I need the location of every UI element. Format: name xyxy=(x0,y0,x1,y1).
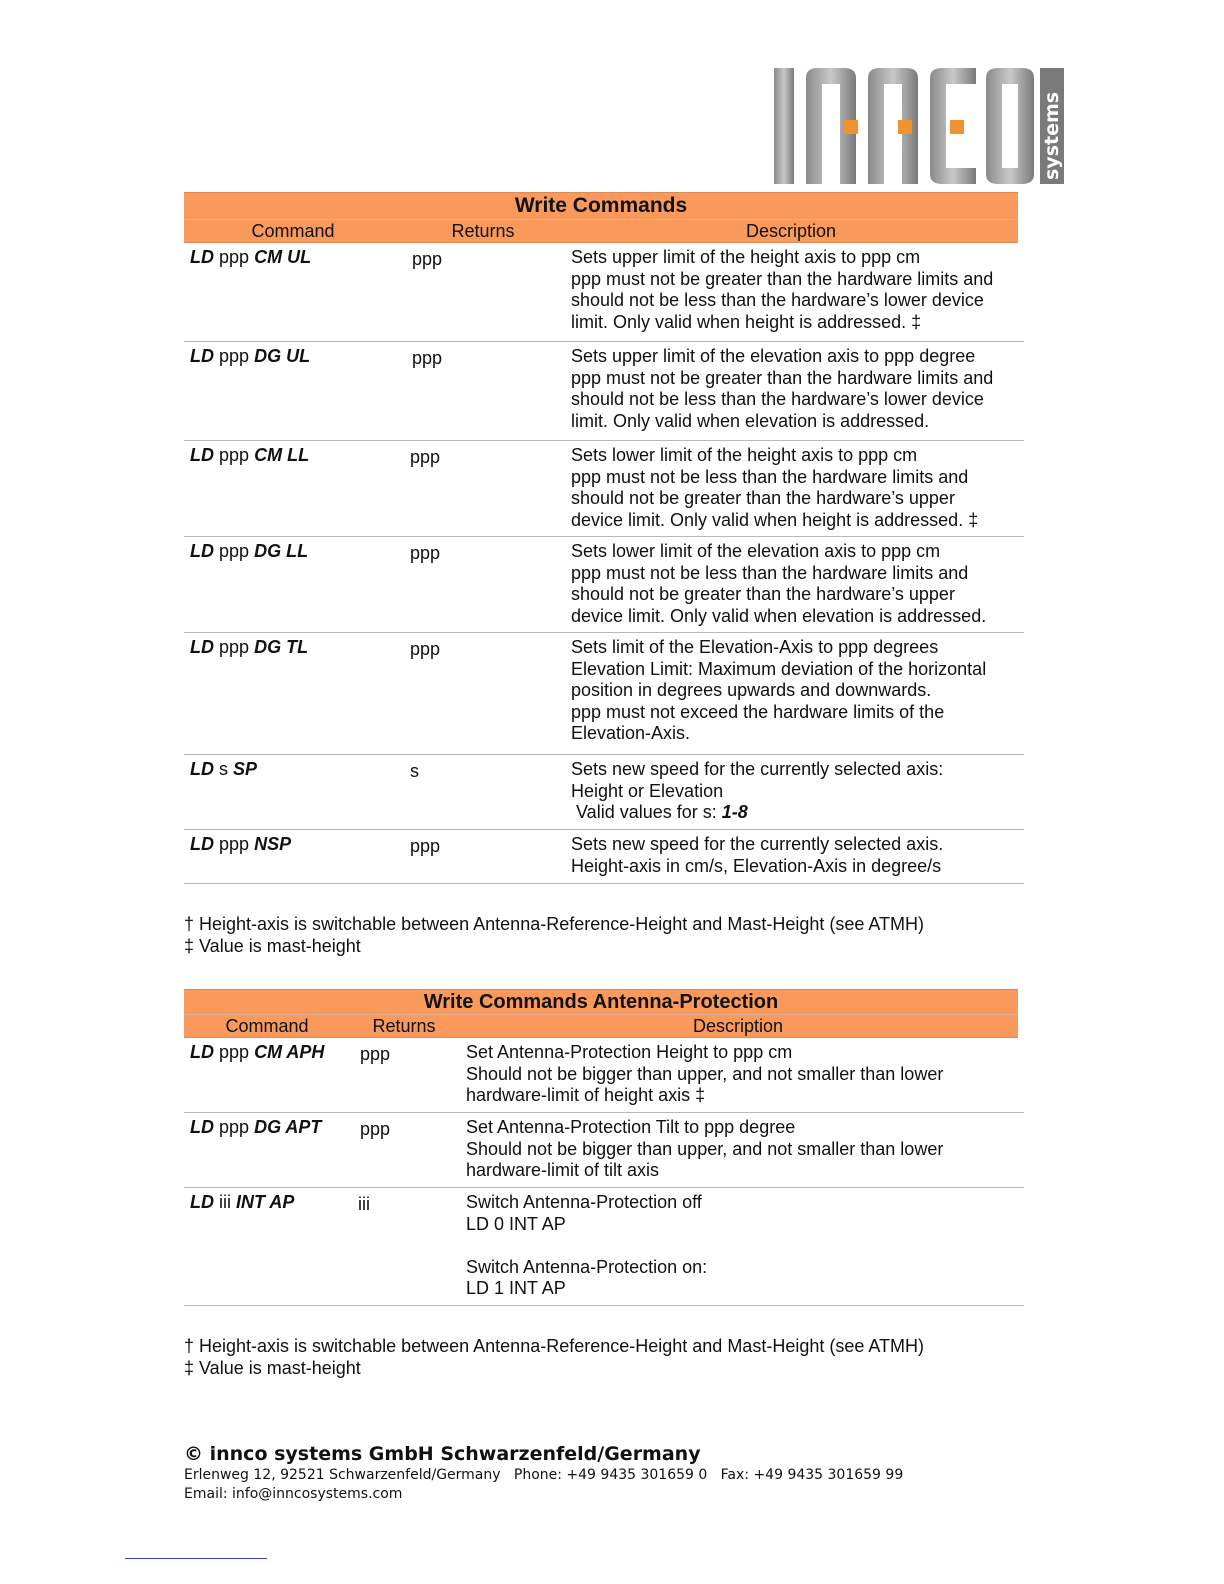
returns-cell: ppp xyxy=(410,639,441,659)
footnote-double-dagger: ‡ Value is mast-height xyxy=(184,936,361,956)
returns-cell: ppp xyxy=(410,447,441,467)
company-name: © innco systems GmbH Schwarzenfeld/Germany xyxy=(184,1443,701,1465)
returns-cell: ppp xyxy=(360,1119,391,1139)
returns-cell: s xyxy=(410,761,419,781)
innco-systems-logo xyxy=(770,62,1070,192)
footnote-dagger: † Height-axis is switchable between Antenna-Reference-Height and Mast-Height (see ATMH) xyxy=(184,1336,925,1356)
header-command: Command xyxy=(251,221,335,241)
command-cell: LD ppp CM APH xyxy=(190,1042,325,1062)
footnote-double-dagger: ‡ Value is mast-height xyxy=(184,1358,361,1378)
table-row xyxy=(184,342,1024,441)
table-title: Write Commands Antenna-Protection xyxy=(184,989,1018,1014)
header-description: Description xyxy=(692,1016,784,1036)
command-cell: LD s SP xyxy=(190,759,258,779)
table-row xyxy=(184,1113,1024,1188)
description-cell: Sets lower limit of the height axis to ppp cm ppp must not be less than the hardware limits and should not be greater than the hardware’s upper device limit. Only valid when height is addressed. ‡ xyxy=(571,445,979,530)
write-commands-table xyxy=(184,192,1024,884)
description-cell: Set Antenna-Protection Height to ppp cm Should not be bigger than upper, and not smaller than lower hardware-limit of height axis ‡ xyxy=(466,1042,944,1105)
command-cell: LD ppp DG APT xyxy=(190,1117,322,1137)
header-returns: Returns xyxy=(451,221,515,241)
command-cell: LD ppp DG UL xyxy=(190,346,311,366)
description-cell: Switch Antenna-Protection off LD 0 INT AP Switch Antenna-Protection on: LD 1 INT AP xyxy=(466,1192,708,1298)
footnote-dagger: † Height-axis is switchable between Antenna-Reference-Height and Mast-Height (see ATMH) xyxy=(184,914,925,934)
valid-values: 1-8 xyxy=(721,802,748,822)
logo-subtitle: systems xyxy=(1041,91,1063,180)
table-row xyxy=(184,441,1024,537)
email-line: Email: info@inncosystems.com xyxy=(184,1486,403,1502)
returns-cell: iii xyxy=(358,1194,370,1214)
description-cell: Sets limit of the Elevation-Axis to ppp degrees Elevation Limit: Maximum deviation of the horizontal position in degrees upwards and downwards. ppp must not exceed the hardware limits of the Elevation-Axis. xyxy=(571,637,987,743)
table-row xyxy=(184,243,1024,342)
table-row xyxy=(184,1188,1024,1306)
page-footer xyxy=(184,1442,903,1504)
address-line: Erlenweg 12, 92521 Schwarzenfeld/Germany Phone: +49 9435 301659 0 Fax: +49 9435 301659 99 xyxy=(184,1467,904,1483)
header-command: Command xyxy=(225,1016,309,1036)
returns-cell: ppp xyxy=(410,543,441,563)
returns-cell: ppp xyxy=(412,348,443,368)
description-cell: Set Antenna-Protection Tilt to ppp degree Should not be bigger than upper, and not smaller than lower hardware-limit of tilt axis xyxy=(466,1117,944,1180)
command-cell: LD ppp DG TL xyxy=(190,637,309,657)
description-cell: Sets new speed for the currently selected axis. Height-axis in cm/s, Elevation-Axis in degree/s xyxy=(571,834,944,876)
table-row xyxy=(184,1038,1024,1113)
description-cell: Sets upper limit of the elevation axis to ppp degree ppp must not be greater than the hardware limits and should not be less than the hardware’s lower device limit. Only valid when elevation is addressed. xyxy=(571,346,994,431)
description-cell: Sets upper limit of the height axis to ppp cm ppp must not be greater than the hardware limits and should not be less than the hardware’s lower device limit. Only valid when height is addressed. ‡ xyxy=(571,247,994,332)
command-cell: LD ppp CM LL xyxy=(190,445,310,465)
table-row xyxy=(184,633,1024,755)
table-row xyxy=(184,830,1024,884)
antenna-protection-table xyxy=(184,989,1024,1306)
command-cell: LD ppp DG LL xyxy=(190,541,309,561)
command-cell: LD iii INT AP xyxy=(190,1192,295,1212)
returns-cell: ppp xyxy=(410,836,441,856)
table-header xyxy=(184,219,1018,243)
table-row xyxy=(184,755,1024,830)
header-returns: Returns xyxy=(372,1016,436,1036)
header-description: Description xyxy=(745,221,837,241)
table-row xyxy=(184,537,1024,633)
footnote-separator xyxy=(125,1558,267,1559)
command-cell: LD ppp CM UL xyxy=(190,247,312,267)
table-title: Write Commands xyxy=(184,192,1018,219)
returns-cell: ppp xyxy=(360,1044,391,1064)
command-cell: LD ppp NSP xyxy=(190,834,292,854)
description-cell: Sets lower limit of the elevation axis to ppp cm ppp must not be less than the hardware limits and should not be greater than the hardware’s upper device limit. Only valid when elevation is addressed. xyxy=(571,541,987,626)
returns-cell: ppp xyxy=(412,249,443,269)
table-header xyxy=(184,1014,1018,1038)
description-cell: Sets new speed for the currently selected axis: Height or Elevation Valid values for s: 1-8 xyxy=(571,759,944,822)
